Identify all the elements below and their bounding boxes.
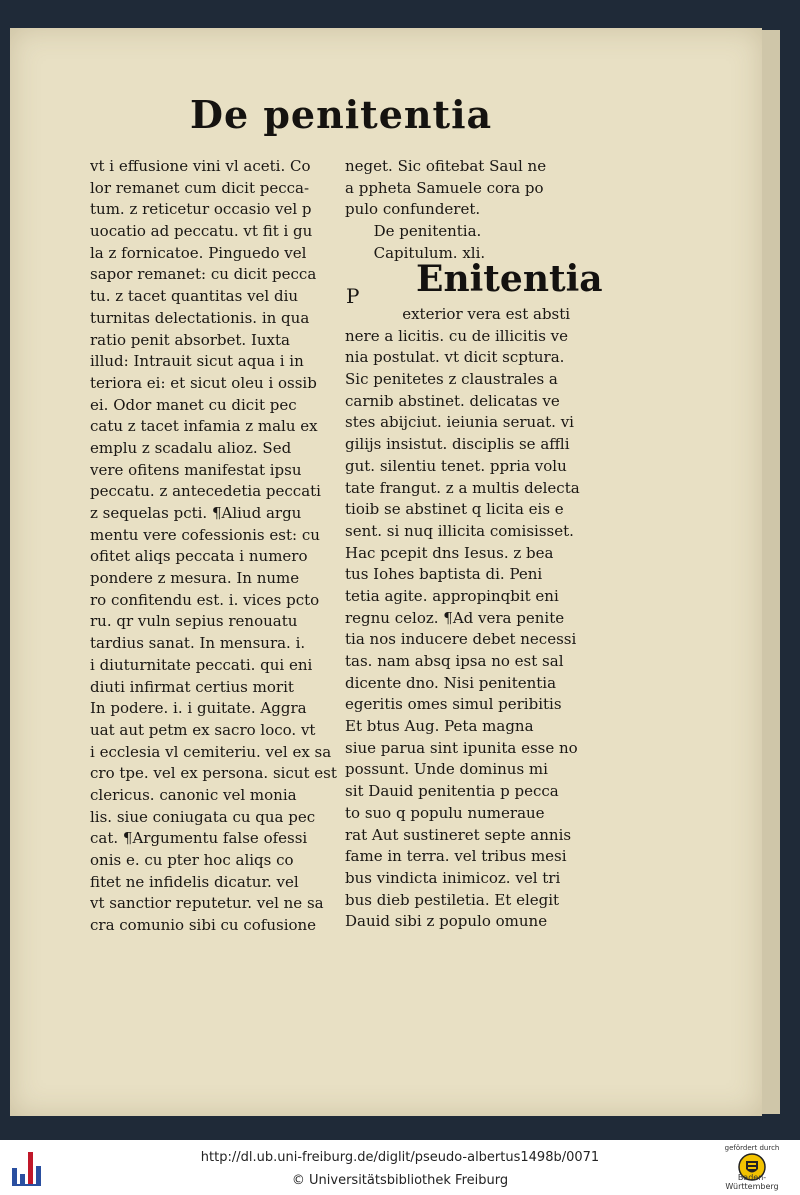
text-line: lor remanet cum dicit pecca- [90, 178, 310, 197]
text-line: possunt. Unde dominus mi [345, 760, 548, 779]
text-line: stes abijciut. ieiunia seruat. vi [345, 413, 574, 432]
text-line: exterior vera est absti [345, 305, 571, 323]
text-line: tum. z reticetur occasio vel p [90, 200, 312, 219]
text-line: Dauid sibi z populo omune [345, 912, 548, 931]
text-line: diuti infirmat certius morit [90, 677, 294, 696]
text-line: De penitentia. [345, 222, 482, 241]
text-line: pulo confunderet. [345, 200, 481, 219]
text-line: fame in terra. vel tribus mesi [345, 847, 567, 866]
text-line: ofitet aliqs peccata i numero [90, 547, 308, 566]
text-line: Hac pcepit dns Iesus. z bea [345, 543, 554, 562]
initial-letter: P [346, 284, 360, 308]
right-column-bottom [345, 304, 580, 933]
text-line: cra comunio sibi cu cofusione [90, 916, 317, 935]
sponsor-name: Baden-Württemberg [725, 1173, 779, 1191]
text-line: vere ofitens manifestat ipsu [90, 460, 302, 479]
text-line: uat aut petm ex sacro loco. vt [90, 720, 316, 739]
text-line: bus vindicta inimicoz. vel tri [345, 868, 561, 887]
text-line: gilijs insistut. disciplis se affli [345, 435, 570, 454]
text-line: sent. si nuq illicita comisisset. [345, 521, 574, 540]
text-line: lis. siue coniugata cu qua pec [90, 807, 316, 826]
text-line: tardius sanat. In mensura. i. [90, 634, 306, 653]
text-line: nia postulat. vt dicit scptura. [345, 348, 565, 367]
text-line: fitet ne infidelis dicatur. vel [90, 872, 299, 891]
right-column-top [345, 156, 546, 264]
text-line: tate frangut. z a multis delecta [345, 478, 580, 497]
page-header: De penitentia [190, 92, 493, 137]
text-line: clericus. canonic vel monia [90, 785, 297, 804]
text-line: teriora ei: et sicut oleu i ossib [90, 373, 317, 392]
text-line: mentu vere cofessionis est: cu [90, 525, 320, 544]
text-line: regnu celoz. ¶Ad vera penite [345, 608, 565, 627]
text-line: ratio penit absorbet. Iuxta [90, 330, 290, 349]
text-line: onis e. cu pter hoc aliqs co [90, 851, 294, 869]
text-line: Capitulum. xli. [345, 243, 486, 262]
text-line: tas. nam absq ipsa no est sal [345, 652, 564, 670]
text-line: vt sanctior reputetur. vel ne sa [90, 894, 324, 913]
text-line: emplu z scadalu alioz. Sed [90, 438, 292, 457]
text-line: tetia agite. appropinqbit eni [345, 586, 559, 605]
text-line: cat. ¶Argumentu false ofessi [90, 829, 308, 848]
text-line: Sic penitetes z claustrales a [345, 370, 558, 389]
text-line: neget. Sic ofitebat Saul ne [345, 157, 547, 175]
text-line: gut. silentiu tenet. ppria volu [345, 456, 567, 475]
text-line: tioib se abstinet q licita eis e [345, 500, 564, 519]
text-line: bus dieb pestiletia. Et elegit [345, 890, 560, 909]
copyright-text: © Universitätsbibliothek Freiburg [291, 1173, 509, 1188]
text-line: siue parua sint ipunita esse no [345, 738, 578, 757]
text-line: i ecclesia vl cemiteriu. vel ex sa [90, 742, 332, 761]
permalink-url[interactable]: http://dl.ub.uni-freiburg.de/diglit/pseudo-albertus1498b/0071 [200, 1150, 600, 1165]
text-line: sapor remanet: cu dicit pecca [90, 265, 317, 284]
text-line: to suo q populu numeraue [345, 803, 545, 822]
sponsor-badge [712, 1142, 792, 1192]
text-line: pondere z mesura. In nume [90, 569, 300, 588]
text-line: tu. z tacet quantitas vel diu [90, 287, 299, 306]
chapter-title: Enitentia [416, 258, 603, 300]
text-line: tus Iohes baptista di. Peni [345, 565, 543, 584]
text-line: illud: Intrauit sicut aqua i in [90, 352, 304, 371]
text-line: cro tpe. vel ex persona. sicut est [90, 764, 337, 783]
text-line: vt i effusione vini vl aceti. Co [90, 157, 311, 175]
text-line: ru. qr vuln sepius renouatu [90, 612, 298, 631]
text-line: carnib abstinet. delicatas ve [345, 391, 560, 410]
text-line: In podere. i. i guitate. Aggra [90, 699, 307, 718]
text-line: peccatu. z antecedetia peccati [90, 482, 321, 501]
text-line: i diuturnitate peccati. qui eni [90, 655, 313, 674]
left-column [90, 156, 337, 937]
text-line: ei. Odor manet cu dicit pec [90, 395, 297, 414]
text-line: Et btus Aug. Peta magna [345, 717, 534, 736]
text-line: catu z tacet infamia z malu ex [90, 417, 318, 436]
text-line: la z fornicatoe. Pinguedo vel [90, 243, 307, 262]
text-line: rat Aut sustineret septe annis [345, 825, 572, 844]
text-line: turnitas delectationis. in qua [90, 308, 310, 327]
text-line: uocatio ad peccatu. vt fit i gu [90, 222, 313, 241]
footer-bar [0, 1140, 800, 1195]
text-line: tia nos inducere debet necessi [345, 630, 577, 649]
text-line: sit Dauid penitentia p pecca [345, 782, 559, 801]
text-line: ro confitendu est. i. vices pcto [90, 590, 320, 609]
text-line: a ppheta Samuele cora po [345, 178, 544, 197]
text-line: dicente dno. Nisi penitentia [345, 673, 557, 692]
sponsor-label: gefördert durch [724, 1144, 780, 1152]
page-edge [762, 30, 780, 1114]
text-line: egeritis omes simul peribitis [345, 695, 562, 714]
text-line: z sequelas pcti. ¶Aliud argu [90, 504, 302, 522]
text-line: nere a licitis. cu de illicitis ve [345, 326, 569, 345]
